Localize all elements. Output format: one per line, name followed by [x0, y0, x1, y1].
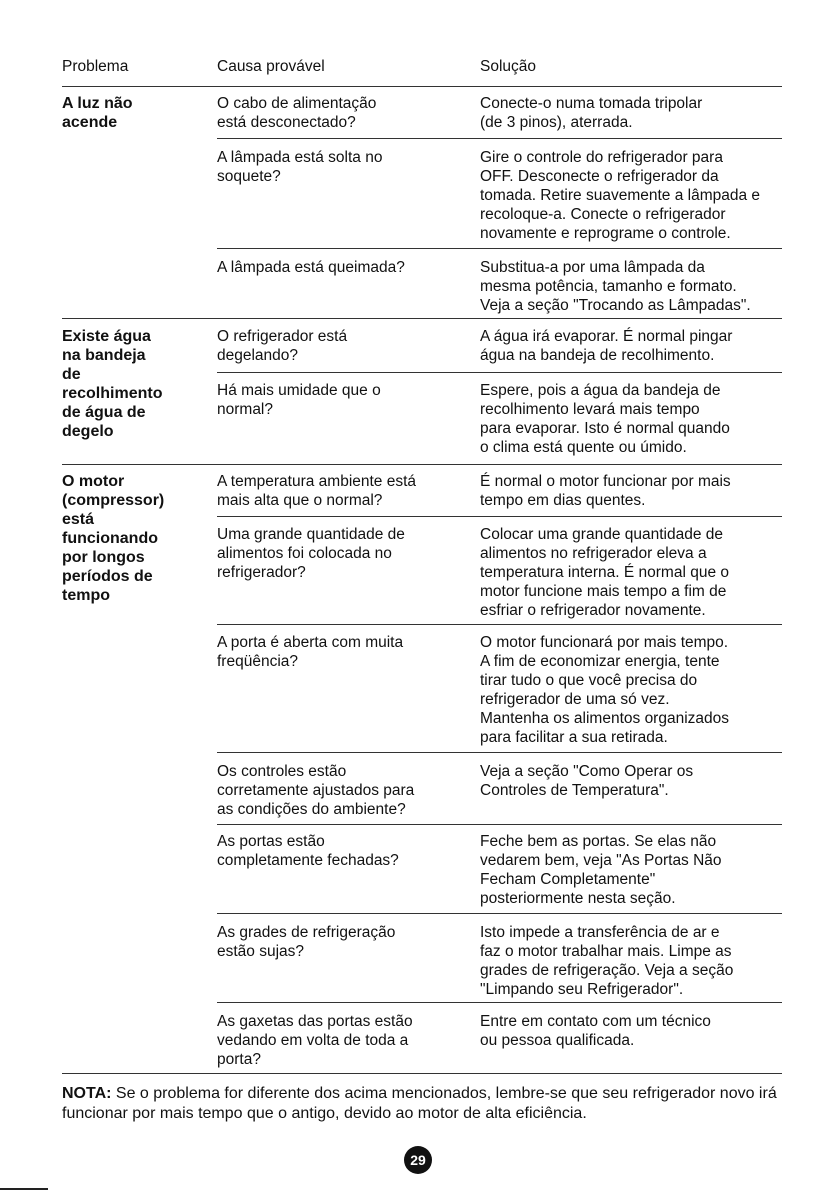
row-divider — [217, 372, 782, 373]
footer-line — [0, 1188, 48, 1190]
column-header-solution: Solução — [480, 58, 537, 75]
cause-cell: As grades de refrigeração estão sujas? — [217, 924, 396, 960]
problem-water-in-tray: Existe água na bandeja de recolhimento de água de degelo — [62, 328, 163, 440]
cause-cell: A lâmpada está queimada? — [217, 259, 405, 276]
solution-cell: A água irá evaporar. É normal pingar água na bandeja de recolhimento. — [480, 328, 733, 364]
row-divider — [217, 913, 782, 914]
row-divider — [217, 516, 782, 517]
solution-cell: Conecte-o numa tomada tripolar (de 3 pinos), aterrada. — [480, 95, 703, 131]
cause-cell: A porta é aberta com muita freqüência? — [217, 634, 404, 670]
page-number-badge: 29 — [404, 1146, 432, 1174]
solution-cell: Isto impede a transferência de ar e faz o motor trabalhar mais. Limpe as grades de refrigeração. Veja a seção "Limpando seu Refrigerador". — [480, 924, 734, 998]
row-divider — [217, 248, 782, 249]
column-header-problem: Problema — [62, 58, 129, 75]
group-divider — [62, 318, 782, 319]
cause-cell: Uma grande quantidade de alimentos foi colocada no refrigerador? — [217, 526, 405, 581]
problem-motor-long-periods: O motor (compressor) está funcionando por longos períodos de tempo — [62, 473, 165, 604]
group-divider — [62, 464, 782, 465]
cause-cell: Há mais umidade que o normal? — [217, 382, 381, 418]
solution-cell: O motor funcionará por mais tempo. A fim de economizar energia, tente tirar tudo o que você precisa do refrigerador de uma só vez. Mantenha os alimentos organizados para facilitar a sua retirada. — [480, 634, 730, 746]
row-divider — [217, 624, 782, 625]
cause-cell: As gaxetas das portas estão vedando em volta de toda a porta? — [217, 1013, 413, 1068]
cause-cell: A temperatura ambiente está mais alta que o normal? — [217, 473, 417, 509]
solution-cell: É normal o motor funcionar por mais tempo em dias quentes. — [480, 473, 731, 509]
cause-cell: A lâmpada está solta no soquete? — [217, 149, 383, 185]
row-divider — [217, 1002, 782, 1003]
note-text: Se o problema for diferente dos acima mencionados, lembre-se que seu refrigerador novo irá funcionar por mais tempo que o antigo, devido ao motor de alta eficiência. — [62, 1085, 777, 1122]
cause-cell: O cabo de alimentação está desconectado? — [217, 95, 377, 131]
solution-cell: Colocar uma grande quantidade de alimentos no refrigerador eleva a temperatura interna. É normal que o motor funcione mais tempo a fim de esfriar o refrigerador novamente. — [480, 526, 729, 619]
row-divider — [217, 138, 782, 139]
note-paragraph — [62, 1084, 782, 1124]
column-header-cause: Causa provável — [217, 58, 325, 75]
solution-cell: Feche bem as portas. Se elas não vedarem bem, veja "As Portas Não Fecham Completamente" posteriormente nesta seção. — [480, 833, 722, 907]
table-bottom-rule — [62, 1073, 782, 1074]
note-label: NOTA: — [62, 1085, 112, 1102]
solution-cell: Veja a seção "Como Operar os Controles de Temperatura". — [480, 763, 694, 799]
solution-cell: Entre em contato com um técnico ou pessoa qualificada. — [480, 1013, 711, 1049]
row-divider — [217, 824, 782, 825]
solution-cell: Gire o controle do refrigerador para OFF. Desconecte o refrigerador da tomada. Retire suavemente a lâmpada e recoloque-a. Conecte o refrigerador novamente e reprograme o controle. — [480, 149, 761, 242]
solution-cell: Substitua-a por uma lâmpada da mesma potência, tamanho e formato. Veja a seção "Trocando as Lâmpadas". — [480, 259, 751, 314]
cause-cell: As portas estão completamente fechadas? — [217, 833, 399, 869]
group-divider — [62, 86, 782, 87]
cause-cell: O refrigerador está degelando? — [217, 328, 348, 364]
problem-light-not-on: A luz não acende — [62, 95, 133, 131]
solution-cell: Espere, pois a água da bandeja de recolhimento levará mais tempo para evaporar. Isto é normal quando o clima está quente ou úmido. — [480, 382, 730, 456]
cause-cell: Os controles estão corretamente ajustados para as condições do ambiente? — [217, 763, 415, 818]
row-divider — [217, 752, 782, 753]
